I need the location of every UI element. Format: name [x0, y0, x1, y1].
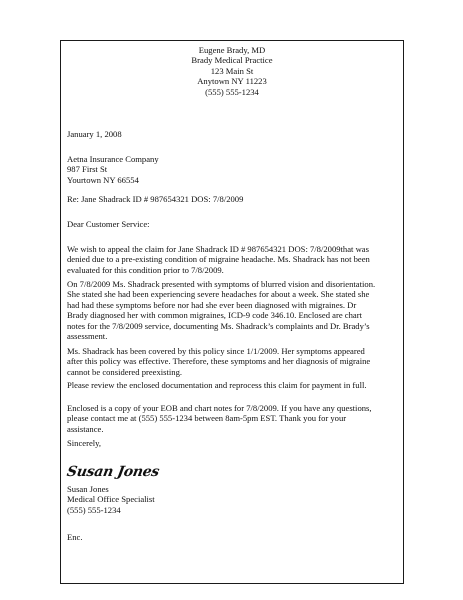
letter-page [60, 40, 404, 584]
paragraph-line: assessment. [67, 331, 108, 342]
re-line: Re: Jane Shadrack ID # 987654321 DOS: 7/8/2009 [67, 194, 244, 204]
signer-name: Susan Jones [67, 484, 109, 494]
paragraph-line: On 7/8/2009 Ms. Shadrack presented with symptoms of blurred vision and disorientation. [67, 279, 376, 289]
paragraph-line: She stated she had been experiencing severe headaches for about a week. She stated she [67, 289, 370, 300]
sender-phone: (555) 555-1234 [205, 86, 259, 97]
paragraph-line: Please review the enclosed documentation and reprocess this claim for payment in full. [67, 380, 367, 390]
paragraph-line: denied due to a pre-existing condition of migraine headache. Ms. Shadrack has not been [67, 254, 370, 265]
paragraph-line: Enclosed is a copy of your EOB and chart notes for 7/8/2009. If you have any questions, [67, 403, 372, 413]
sender-name: Eugene Brady, MD [198, 45, 266, 55]
paragraph-line: had had these symptoms before nor had she ever been diagnosed with migraines. Dr [67, 299, 357, 310]
recipient-company: Aetna Insurance Company [67, 154, 159, 164]
paragraph-line: notes for the 7/8/2009 service, documenting Ms. Shadrack’s complaints and Dr. Brady’s [67, 320, 370, 331]
body-paragraph [67, 244, 399, 275]
letterhead [61, 45, 403, 97]
body-paragraph [67, 346, 399, 377]
recipient-address [67, 154, 159, 185]
signature-block [67, 484, 155, 515]
sender-street: 123 Main St [210, 65, 254, 76]
salutation: Dear Customer Service: [67, 219, 150, 229]
paragraph-line: please contact me at (555) 555-1234 between 8am-5pm EST. Thank you for your [67, 413, 347, 424]
sender-practice: Brady Medical Practice [191, 55, 273, 66]
signer-phone: (555) 555-1234 [67, 504, 121, 515]
letter-date: January 1, 2008 [67, 129, 122, 139]
paragraph-line: after this policy was effective. Therefore, these symptoms and her diagnosis of migraine [67, 356, 371, 367]
recipient-city: Yourtown NY 66554 [67, 174, 139, 185]
paragraph-line: We wish to appeal the claim for Jane Shadrack ID # 987654321 DOS: 7/8/2009that was [67, 244, 369, 254]
body-paragraph [67, 380, 399, 390]
body-paragraph [67, 403, 399, 434]
closing: Sincerely, [67, 438, 102, 448]
paragraph-line: Brady diagnosed her with common migraines, ICD-9 code 346.10. Enclosed are chart [67, 310, 362, 321]
paragraph-line: Ms. Shadrack has been covered by this policy since 1/1/2009. Her symptoms appeared [67, 346, 365, 356]
recipient-street: 987 First St [67, 164, 108, 175]
paragraph-line: evaluated for this condition prior to 7/8/2009. [67, 264, 224, 275]
enclosure-note: Enc. [67, 532, 83, 542]
signer-title: Medical Office Specialist [67, 494, 155, 505]
sender-city: Anytown NY 11223 [197, 76, 267, 87]
body-paragraph [67, 279, 399, 341]
paragraph-line: assistance. [67, 423, 104, 434]
paragraph-line: cannot be considered preexisting. [67, 366, 183, 377]
handwritten-signature: Susan Jones [65, 464, 161, 480]
